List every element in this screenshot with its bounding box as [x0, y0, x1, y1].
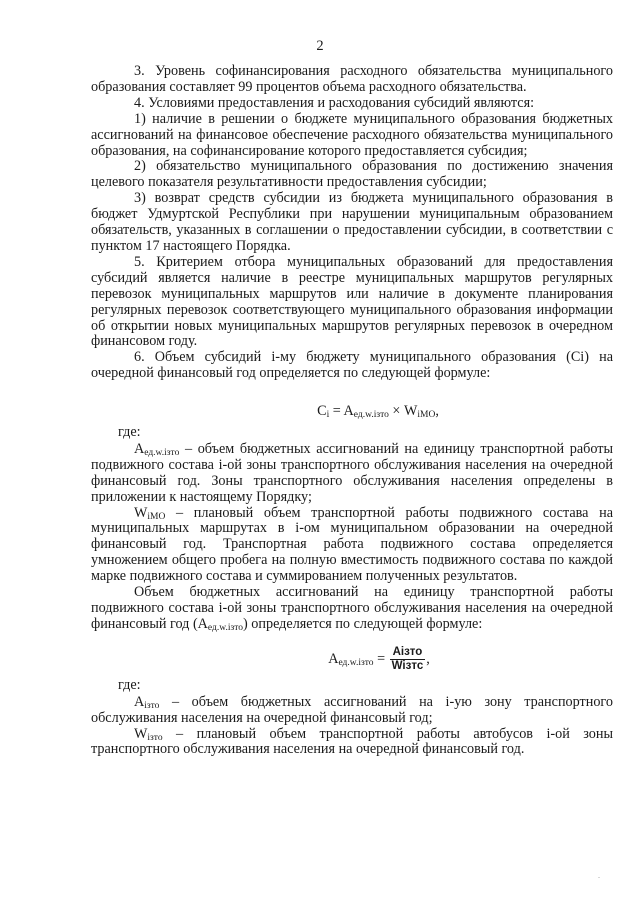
paragraph-4-item-3: 3) возврат средств субсидии из бюджета муниципального образования в бюджет Удмуртской Республики при нарушении муниципальным образованием обязательств, указанных в соглашении о предоставлении субсидии, в соответствии с пунктом 17 настоящего Порядка.	[91, 190, 613, 254]
scan-mark: .	[598, 871, 600, 880]
definition-a-ed: $A_{ед.w.iзто}$ – объем бюджетных ассигнований на единицу транспортной работы подвижного состава i-ой зоны транспортного обслуживания населения на очередной финансовый год. Зоны транспортного обслуживания населения определены в приложении к настоящему Порядку;	[91, 440, 613, 505]
formula-subsidy: $C_i = A_{ед.w.iзто} \times W_{iMO}$,	[317, 403, 439, 421]
fraction	[390, 646, 426, 673]
where-label-1: где:	[118, 424, 141, 441]
where-label-2: где:	[118, 676, 141, 693]
definition-w-mo: $W_{iMO}$ – плановый объем транспортной работы подвижного состава на муниципальных маршрутах в i-ом муниципальном образовании на очередной финансовый год. Транспортная работа подвижного состава определяется умножением общего пробега на полную вместимость подвижного состава по каждой марке подвижного состава и суммированием полученных результатов.	[91, 504, 613, 585]
definition-a-izto: $A_{iзто}$ – объем бюджетных ассигнований на i-ую зону транспортного обслуживания населения на очередной финансовый год;	[91, 693, 613, 726]
paragraph-7: Объем бюджетных ассигнований на единицу транспортной работы подвижного состава i-ой зоны транспортного обслуживания населения на очередной финансовый год $(A_{ед.w.iзто})$ определяется по следующей формуле:	[91, 584, 613, 633]
fraction-numerator: Aiзто	[390, 646, 426, 660]
formula-unit-cost: $A_{ед.w.iзто}$ = $\frac{\text{Aiзто}}{\text{Wiзтс}}$ ,	[328, 645, 430, 672]
fraction-denominator: Wiзтс	[391, 659, 424, 672]
paragraph-4: 4. Условиями предоставления и расходования субсидий являются:	[134, 94, 535, 111]
page-number: 2	[316, 38, 324, 54]
paragraph-6: 6. Объем субсидий i-му бюджету муниципального образования (Ci) на очередной финансовый год определяется по следующей формуле:	[91, 349, 613, 382]
definition-w-izto: $W_{iзто}$ – плановый объем транспортной работы автобусов i-ой зоны транспортного обслуживания населения на очередной финансовый год.	[91, 725, 613, 758]
paragraph-5: 5. Критерием отбора муниципальных образований для предоставления субсидий является наличие в реестре муниципальных маршрутов регулярных перевозок муниципальных маршрутов или наличие в документе планирования регулярных перевозок соответствующего муниципального образования информации об открытии новых муниципальных маршрутов регулярных перевозок в очередном финансовом году.	[91, 253, 613, 350]
paragraph-4-item-1: 1) наличие в решении о бюджете муниципального образования бюджетных ассигнований на финансовое обеспечение расходного обязательства муниципального образования, на софинансирование которого предоставляется субсидия;	[91, 110, 613, 159]
document-body	[91, 64, 613, 758]
paragraph-3: 3. Уровень софинансирования расходного обязательства муниципального образования составляет 99 процентов объема расходного обязательства.	[91, 63, 613, 95]
paragraph-4-item-2: 2) обязательство муниципального образования по достижению значения целевого показателя результативности предоставления субсидии;	[91, 158, 613, 191]
